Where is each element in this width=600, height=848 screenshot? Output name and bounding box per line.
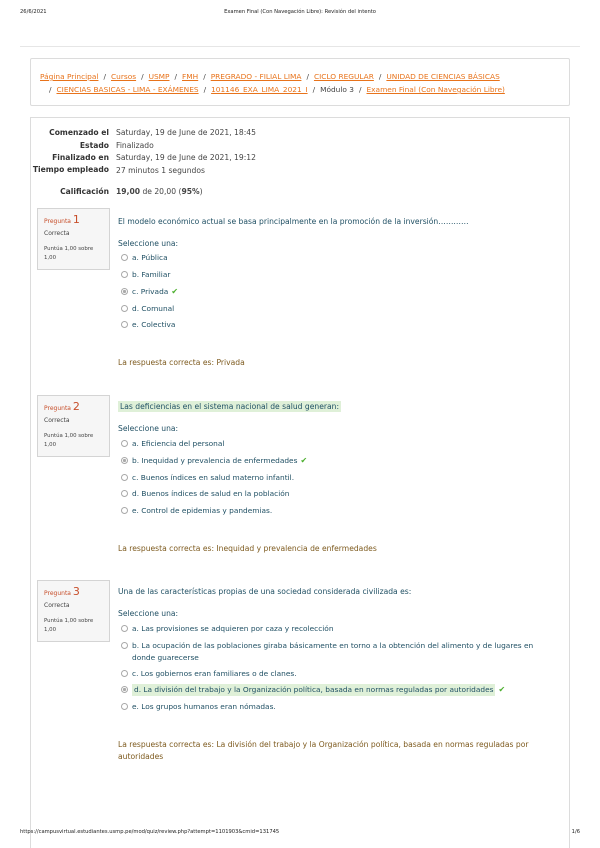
q2-option-c[interactable]: c. Buenos índices en salud materno infantil.	[121, 472, 541, 484]
check-icon: ✔	[300, 456, 308, 465]
summary-row-time: Tiempo empleado 27 minutos 1 segundos	[32, 164, 205, 175]
print-title: Examen Final (Con Navegación Libre): Revisión del intento	[224, 9, 376, 15]
attempt-summary	[30, 127, 550, 198]
question-text-2: Las deficiencias en el sistema nacional de salud generan:	[120, 402, 340, 411]
summary-row-started: Comenzado el Saturday, 19 de June de 2021, 18:45	[49, 128, 256, 137]
q3-option-e[interactable]: e. Los grupos humanos eran nómadas.	[121, 701, 541, 713]
question-feedback-1: La respuesta correcta es: Privada	[118, 358, 245, 367]
q3-option-c[interactable]: c. Los gobiernos eran familiares o de clanes.	[121, 668, 541, 680]
breadcrumb-usmp[interactable]: USMP	[148, 72, 170, 81]
q2-option-d[interactable]: d. Buenos índices de salud en la población	[121, 488, 541, 500]
question-text-1: El modelo económico actual se basa principalmente en la promoción de la inversión…………	[118, 217, 469, 226]
breadcrumb-unidad[interactable]: UNIDAD DE CIENCIAS BÁSICAS	[386, 72, 500, 81]
question-grade: Puntúa 1,00 sobre 1,00	[44, 618, 94, 633]
radio-icon[interactable]	[121, 670, 128, 677]
q3-option-b[interactable]: b. La ocupación de las poblaciones giraba básicamente en torno a la obtención del alimento y de lugares en donde guarecerse	[121, 640, 541, 663]
q2-option-e[interactable]: e. Control de epidemias y pandemias.	[121, 505, 541, 517]
print-url: https://campusvirtual.estudiantes.usmp.pe/mod/quiz/review.php?attempt=1101903&cmid=131745	[20, 829, 280, 835]
question-feedback-2: La respuesta correcta es: Inequidad y prevalencia de enfermedades	[118, 544, 377, 553]
q1-option-b[interactable]: b. Familiar	[121, 269, 541, 281]
radio-selected-icon[interactable]	[121, 457, 128, 464]
breadcrumb-fmh[interactable]: FMH	[182, 72, 199, 81]
breadcrumb-modulo: Módulo 3	[320, 85, 354, 94]
breadcrumb-ciencias[interactable]: CIENCIAS BASICAS - LIMA - EXÁMENES	[56, 85, 199, 94]
select-prompt-2: Seleccione una:	[118, 424, 179, 433]
question-info-2	[37, 395, 110, 457]
q1-option-e[interactable]: e. Colectiva	[121, 319, 541, 331]
q1-option-a[interactable]: a. Pública	[121, 252, 541, 264]
select-prompt-1: Seleccione una:	[118, 239, 179, 248]
radio-icon[interactable]	[121, 271, 128, 278]
print-page-number: 1/6	[571, 829, 580, 835]
radio-icon[interactable]	[121, 254, 128, 261]
question-grade: Puntúa 1,00 sobre 1,00	[44, 433, 94, 448]
question-state: Correcta	[44, 602, 70, 609]
radio-icon[interactable]	[121, 440, 128, 447]
question-state: Correcta	[44, 417, 70, 424]
breadcrumb-pregrado[interactable]: PREGRADO - FILIAL LIMA	[210, 72, 302, 81]
question-state: Correcta	[44, 230, 70, 237]
breadcrumb-course[interactable]: 101146_EXA_LIMA_2021_I	[211, 85, 308, 94]
summary-row-finished: Finalizado en Saturday, 19 de June de 2021, 19:12	[52, 153, 256, 163]
radio-selected-icon[interactable]	[121, 686, 128, 693]
question-info-3	[37, 580, 110, 642]
question-number: Pregunta 2	[44, 400, 80, 413]
check-icon: ✔	[171, 287, 179, 296]
question-number: Pregunta 3	[44, 585, 80, 598]
q1-option-c[interactable]: c. Privada ✔	[121, 286, 541, 298]
question-grade: Puntúa 1,00 sobre 1,00	[44, 246, 94, 261]
radio-icon[interactable]	[121, 474, 128, 481]
question-info-1	[37, 208, 110, 270]
summary-row-grade: Calificación 19,00 de 20,00 (95%)	[60, 186, 203, 196]
print-date: 26/6/2021	[20, 9, 47, 15]
q1-option-d[interactable]: d. Comunal	[121, 303, 541, 315]
radio-selected-icon[interactable]	[121, 288, 128, 295]
q2-option-a[interactable]: a. Eficiencia del personal	[121, 438, 541, 450]
breadcrumb: Página Principal / Cursos / USMP / FMH / PREGRADO - FILIAL LIMA / CICLO REGULAR / UNIDAD DE CIENCIAS BÁSICAS / CIENCIAS BASICAS - LIMA - EXÁMENES / 101146_EXA_LIMA_2021_I / Módulo 3 / Examen Final (Con Navegación Libre)	[30, 58, 570, 106]
select-prompt-3: Seleccione una:	[118, 609, 179, 618]
breadcrumb-cursos[interactable]: Cursos	[110, 72, 137, 81]
radio-icon[interactable]	[121, 642, 128, 649]
radio-icon[interactable]	[121, 507, 128, 514]
radio-icon[interactable]	[121, 321, 128, 328]
question-text-3: Una de las características propias de una sociedad considerada civilizada es:	[118, 587, 412, 596]
radio-icon[interactable]	[121, 703, 128, 710]
check-icon: ✔	[498, 685, 506, 694]
breadcrumb-ciclo[interactable]: CICLO REGULAR	[313, 72, 374, 81]
breadcrumb-exam[interactable]: Examen Final (Con Navegación Libre)	[366, 85, 505, 94]
radio-icon[interactable]	[121, 490, 128, 497]
radio-icon[interactable]	[121, 305, 128, 312]
breadcrumb-home[interactable]: Página Principal	[40, 72, 99, 81]
top-divider	[20, 46, 580, 47]
print-header	[20, 9, 580, 19]
question-feedback-3: La respuesta correcta es: La división del trabajo y la Organización política, basada en normas reguladas por autoridades	[118, 740, 529, 761]
summary-row-state: Estado Finalizado	[79, 140, 154, 150]
q3-option-a[interactable]: a. Las provisiones se adquieren por caza y recolección	[121, 623, 541, 635]
q3-option-d[interactable]: d. La división del trabajo y la Organización política, basada en normas reguladas por autoridades ✔	[121, 684, 541, 696]
q2-option-b[interactable]: b. Inequidad y prevalencia de enfermedades ✔	[121, 455, 541, 467]
question-number: Pregunta 1	[44, 213, 80, 226]
radio-icon[interactable]	[121, 625, 128, 632]
